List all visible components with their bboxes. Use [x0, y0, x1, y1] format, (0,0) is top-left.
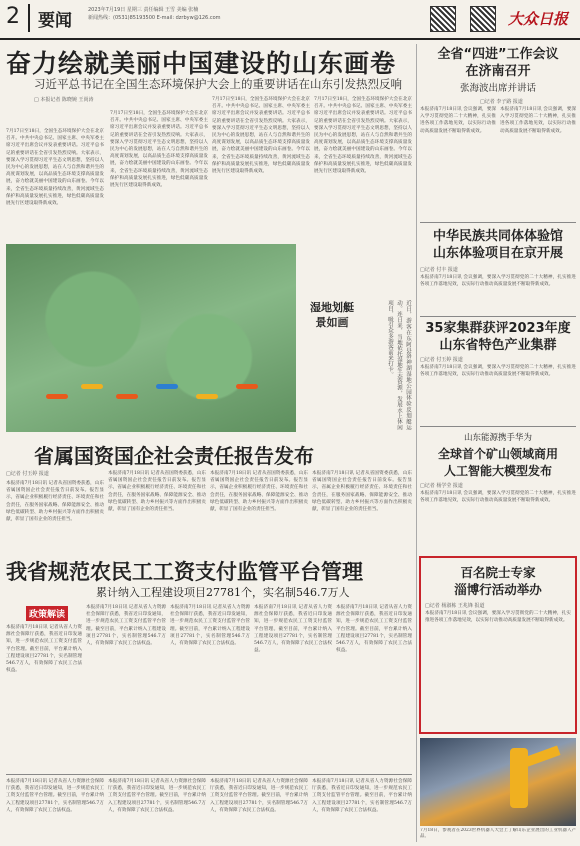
kayak-shape	[196, 394, 218, 399]
kayak-shape	[81, 384, 103, 389]
s1-body-col2: 本报济南7月18日讯 会议强调，要深入学习贯彻党的二十大精神，扎实推进各项工作落地见效，以实际行动推动高质量发展不断取得新成效。	[500, 107, 576, 134]
lead-body-col1: 7月17日至18日，全国生态环境保护大会在北京召开。中共中央总书记、国家主席、中央军委主席习近平出席会议并发表重要讲话。习近平总书记的重要讲话在全省引发热烈反响。大家表示，要深入学习贯彻习近平生态文明思想，坚持以人民为中心的发展思想，站在人与自然和谐共生的高度谋划发展，以高品质生态环境支撑高质量发展，奋力绘就美丽中国建设的山东画卷。今年以来，全省生态环境质量持续改善，黄河流域生态保护和高质量发展扎实推进，绿色低碳高质量发展先行区建设取得新成效。	[6, 129, 104, 207]
wage-body-col1: 本报济南7月18日讯 记者从省人力资源社会保障厅获悉，我省近日印发通知，进一步规范农民工工资支付监管平台管理。截至目前，平台累计纳入工程建设项目27781个，实名制管理546.7万人，有效保障了农民工合法权益。	[6, 625, 82, 674]
report-body-col2: 本报济南7月18日讯 记者从省国资委获悉，山东省属国资国企社会责任报告日前发布。报告显示，省属企业积极履行经济责任、环境责任和社会责任，在服务国家战略、保障能源安全、推动绿色低碳转型、助力乡村振兴等方面作出积极贡献，彰显了国有企业的责任担当。	[108, 471, 206, 513]
s4-title-line2: 人工智能大模型发布	[443, 464, 552, 478]
divider	[420, 426, 576, 427]
s4-body: 本报济南7月18日讯 会议强调，要深入学习贯彻党的二十大精神，扎实推进各项工作落地见效，以实际行动推动高质量发展不断取得新成效。	[420, 491, 576, 504]
lead-body-col3: 7月17日至18日，全国生态环境保护大会在北京召开。中共中央总书记、国家主席、中央军委主席习近平出席会议并发表重要讲话。习近平总书记的重要讲话在全省引发热烈反响。大家表示，要深入学习贯彻习近平生态文明思想，坚持以人民为中心的发展思想，站在人与自然和谐共生的高度谋划发展，以高品质生态环境支撑高质量发展，奋力绘就美丽中国建设的山东画卷。今年以来，全省生态环境质量持续改善，黄河流域生态保护和高质量发展扎实推进，绿色低碳高质量发展先行区建设取得新成效。	[212, 97, 310, 175]
s1-byline: □记者 李子路 报道	[480, 99, 523, 105]
s3-title	[420, 320, 576, 354]
hotline-text: 新闻热线：(0531)85193500 E-mail: dzrbyw@126.com	[88, 15, 221, 21]
bottom-body-col2: 本报济南7月18日讯 记者从省人力资源社会保障厅获悉，我省近日印发通知，进一步规范农民工工资支付监管平台管理。截至目前，平台累计纳入工程建设项目27781个，实名制管理546.7万人，有效保障了农民工合法权益。	[108, 779, 206, 813]
s4-title-line1: 全球首个矿山领域商用	[437, 447, 558, 461]
s2-title-line2: 山东体验项目在京开展	[432, 246, 563, 261]
qr-code-icon	[430, 6, 456, 32]
report-body-col4: 本报济南7月18日讯 记者从省国资委获悉，山东省属国资国企社会责任报告日前发布。报告显示，省属企业积极履行经济责任、环境责任和社会责任，在服务国家战略、保障能源安全、推动绿色低碳转型、助力乡村振兴等方面作出积极贡献，彰显了国有企业的责任担当。	[312, 471, 412, 513]
header-divider	[28, 4, 30, 32]
s4-title	[420, 446, 576, 480]
policy-tag: 政策解读	[26, 606, 68, 621]
wage-body-col5: 本报济南7月18日讯 记者从省人力资源社会保障厅获悉，我省近日印发通知，进一步规范农民工工资支付监管平台管理。截至目前，平台累计纳入工程建设项目27781个，实名制管理546.7万人，有效保障了农民工合法权益。	[336, 605, 412, 654]
kayak-shape	[46, 394, 68, 399]
wage-body-col2: 本报济南7月18日讯 记者从省人力资源社会保障厅获悉，我省近日印发通知，进一步规范农民工工资支付监管平台管理。截至目前，平台累计纳入工程建设项目27781个，实名制管理546.7万人，有效保障了农民工合法权益。	[86, 605, 166, 647]
lead-body-col2: 7月17日至18日，全国生态环境保护大会在北京召开。中共中央总书记、国家主席、中央军委主席习近平出席会议并发表重要讲话。习近平总书记的重要讲话在全省引发热烈反响。大家表示，要深入学习贯彻习近平生态文明思想，坚持以人民为中心的发展思想，站在人与自然和谐共生的高度谋划发展，以高品质生态环境支撑高质量发展，奋力绘就美丽中国建设的山东画卷。今年以来，全省生态环境质量持续改善，黄河流域生态保护和高质量发展扎实推进，绿色低碳高质量发展先行区建设取得新成效。	[110, 111, 208, 189]
s1-body-col1: 本报济南7月18日讯 会议强调，要深入学习贯彻党的二十大精神，扎实推进各项工作落地见效，以实际行动推动高质量发展不断取得新成效。	[420, 107, 496, 134]
lead-byline: □ 本报记者 陈晓婉 王尚涛	[34, 97, 94, 103]
divider	[420, 222, 576, 223]
s1-title-line1: 全省“四进”工作会议	[437, 47, 559, 62]
page-header	[0, 0, 580, 40]
s3-title-line1: 35家集群获评2023年度	[425, 321, 571, 336]
s5-byline: □记者 杨淑栋 王兆锋 报道	[425, 603, 485, 609]
robot-caption: 7月18日，参观者在2023世界机器人大会上了解山东企业展出的工业机器人产品。	[420, 828, 576, 839]
report-headline: 省属国资国企社会责任报告发布	[34, 444, 314, 468]
s5-title-line2: 淄博行活动举办	[454, 582, 542, 597]
newspaper-logo: 大众日报	[508, 10, 569, 28]
lead-body-col4: 7月17日至18日，全国生态环境保护大会在北京召开。中共中央总书记、国家主席、中央军委主席习近平出席会议并发表重要讲话。习近平总书记的重要讲话在全省引发热烈反响。大家表示，要深入学习贯彻习近平生态文明思想，坚持以人民为中心的发展思想，站在人与自然和谐共生的高度谋划发展，以高品质生态环境支撑高质量发展，奋力绘就美丽中国建设的山东画卷。今年以来，全省生态环境质量持续改善，黄河流域生态保护和高质量发展扎实推进，绿色低碳高质量发展先行区建设取得新成效。	[314, 97, 412, 175]
s5-title-line1: 百名院士专家	[460, 565, 536, 580]
photo-caption: 近日，游客在东阿县洛神湖湿地公园体验皮划艇运动。连日来，当地依托湿地生态资源，发展水上休闲项目，吸引众多游客前来打卡。	[387, 300, 411, 430]
bottom-body-col4: 本报济南7月18日讯 记者从省人力资源社会保障厅获悉，我省近日印发通知，进一步规范农民工工资支付监管平台管理。截至目前，平台累计纳入工程建设项目27781个，实名制管理546.7万人，有效保障了农民工合法权益。	[312, 779, 412, 813]
photo-title	[304, 300, 360, 330]
report-body-col1: 本报济南7月18日讯 记者从省国资委获悉，山东省属国资国企社会责任报告日前发布。报告显示，省属企业积极履行经济责任、环境责任和社会责任，在服务国家战略、保障能源安全、推动绿色低碳转型、助力乡村振兴等方面作出积极贡献，彰显了国有企业的责任担当。	[6, 481, 104, 523]
s2-title	[420, 228, 576, 262]
column-rule	[416, 44, 417, 842]
robot-photo	[420, 738, 576, 826]
wage-body-col4: 本报济南7月18日讯 记者从省人力资源社会保障厅获悉，我省近日印发通知，进一步规范农民工工资支付监管平台管理。截至目前，平台累计纳入工程建设项目27781个，实名制管理546.7万人，有效保障了农民工合法权益。	[254, 605, 332, 654]
divider	[420, 316, 576, 317]
kayak-shape	[156, 384, 178, 389]
wetland-photo	[6, 244, 296, 432]
photo-title-line2: 景如画	[315, 316, 349, 329]
kayak-shape	[236, 384, 258, 389]
section-title: 要闻	[38, 11, 72, 31]
s1-subtitle: 张海波出席并讲话	[459, 83, 536, 94]
wage-headline: 我省规范农民工工资支付监管平台管理	[6, 560, 363, 584]
s2-byline: □记者 付丰 报道	[420, 267, 458, 273]
s5-title	[423, 564, 573, 598]
kayak-shape	[116, 394, 138, 399]
s1-title	[420, 46, 576, 80]
photo-title-line1: 湿地划艇	[310, 301, 354, 314]
bottom-body-col1: 本报济南7月18日讯 记者从省人力资源社会保障厅获悉，我省近日印发通知，进一步规范农民工工资支付监管平台管理。截至目前，平台累计纳入工程建设项目27781个，实名制管理546.7万人，有效保障了农民工合法权益。	[6, 779, 104, 813]
s4-byline: □记者 杨学莹 报道	[420, 483, 463, 489]
date-text: 2023年7月19日 星期三 责任编辑 王雪 美编 张楠	[88, 7, 199, 13]
divider	[6, 774, 412, 775]
lead-subline: 习近平总书记在全国生态环境保护大会上的重要讲话在山东引发热烈反响	[34, 77, 402, 91]
wage-subline: 累计纳入工程建设项目27781个，实名制546.7万人	[96, 586, 350, 599]
s1-title-line2: 在济南召开	[465, 64, 531, 79]
page-number: 2	[6, 4, 20, 29]
report-body-col3: 本报济南7月18日讯 记者从省国资委获悉，山东省属国资国企社会责任报告日前发布。报告显示，省属企业积极履行经济责任、环境责任和社会责任，在服务国家战略、保障能源安全、推动绿色低碳转型、助力乡村振兴等方面作出积极贡献，彰显了国有企业的责任担当。	[210, 471, 308, 513]
s5-body: 本报济南7月18日讯 会议强调，要深入学习贯彻党的二十大精神，扎实推进各项工作落地见效，以实际行动推动高质量发展不断取得新成效。	[425, 611, 571, 624]
highlight-box	[419, 556, 577, 734]
wage-body-col3: 本报济南7月18日讯 记者从省人力资源社会保障厅获悉，我省近日印发通知，进一步规范农民工工资支付监管平台管理。截至目前，平台累计纳入工程建设项目27781个，实名制管理546.7万人，有效保障了农民工合法权益。	[170, 605, 250, 647]
s3-title-line2: 山东省特色产业集群	[439, 338, 557, 353]
s3-byline: □记者 付玉婷 报道	[420, 357, 463, 363]
s2-title-line1: 中华民族共同体体验馆	[432, 229, 563, 244]
qr-code-icon	[470, 6, 496, 32]
lead-headline: 奋力绘就美丽中国建设的山东画卷	[6, 49, 397, 78]
report-byline: □记者 付玉婷 报道	[6, 471, 49, 477]
bottom-body-col3: 本报济南7月18日讯 记者从省人力资源社会保障厅获悉，我省近日印发通知，进一步规范农民工工资支付监管平台管理。截至目前，平台累计纳入工程建设项目27781个，实名制管理546.7万人，有效保障了农民工合法权益。	[210, 779, 308, 813]
s2-body: 本报济南7月18日讯 会议强调，要深入学习贯彻党的二十大精神，扎实推进各项工作落地见效，以实际行动推动高质量发展不断取得新成效。	[420, 275, 576, 288]
s4-kicker: 山东能源携手华为	[463, 433, 532, 443]
s3-body: 本报济南7月18日讯 会议强调，要深入学习贯彻党的二十大精神，扎实推进各项工作落地见效，以实际行动推动高质量发展不断取得新成效。	[420, 365, 576, 378]
date-line	[88, 6, 221, 22]
